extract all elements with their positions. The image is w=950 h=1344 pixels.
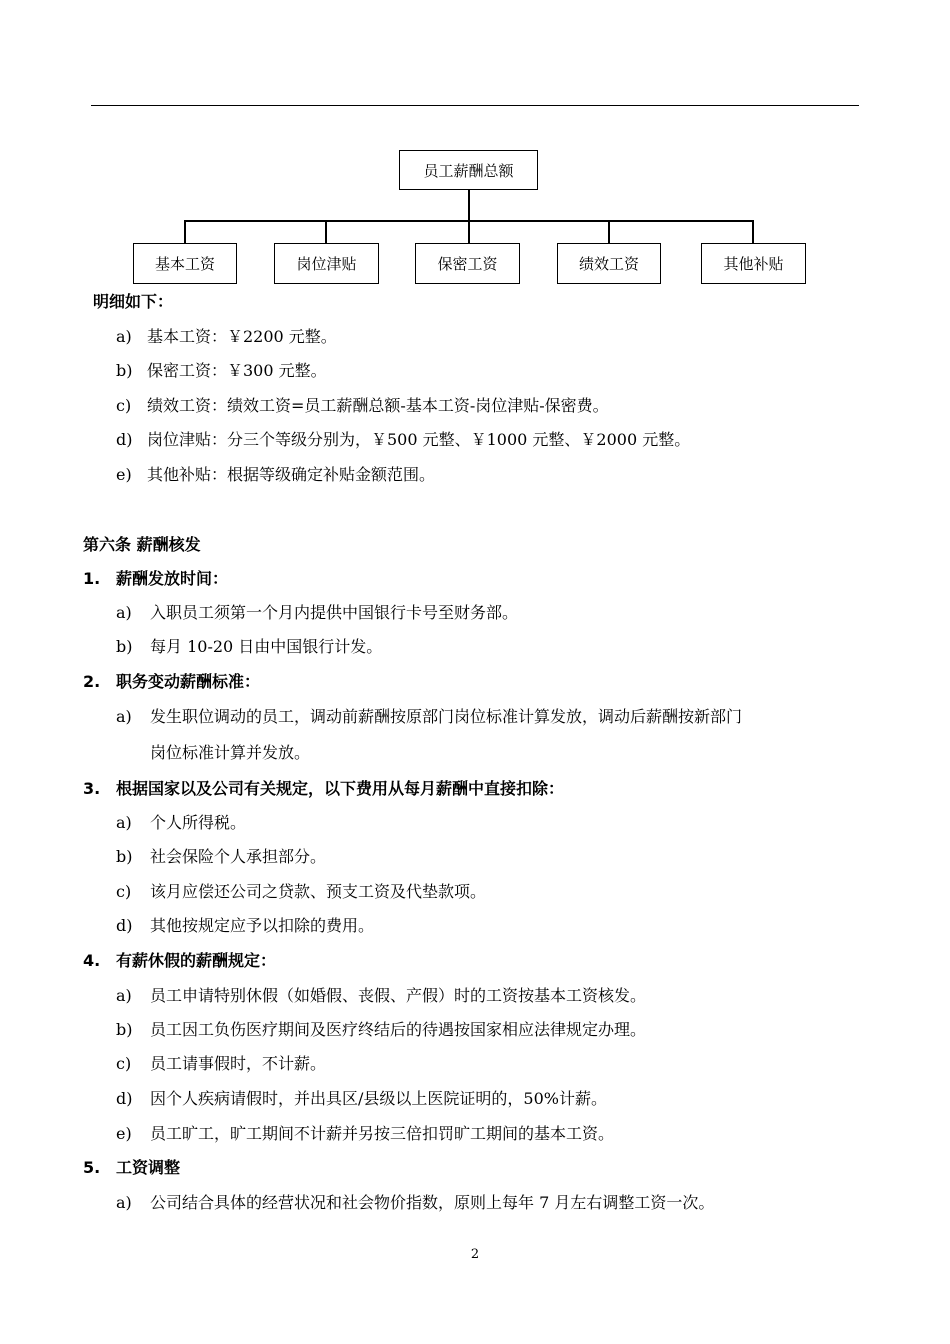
list-item: 绩效工资：绩效工资=员工薪酬总额-基本工资-岗位津贴-保密费。 — [147, 396, 609, 415]
list-marker: e) — [116, 1124, 132, 1143]
list-marker: a) — [116, 1193, 132, 1212]
list-marker: a) — [116, 327, 132, 346]
list-item: 社会保险个人承担部分。 — [150, 847, 327, 866]
list-marker: c) — [116, 396, 132, 415]
list-marker: c) — [116, 882, 132, 901]
org-box-confidential-pay: 保密工资 — [415, 243, 520, 284]
org-box-total: 员工薪酬总额 — [399, 150, 538, 190]
list-item: 员工请事假时，不计薪。 — [150, 1054, 327, 1073]
list-marker: e) — [116, 465, 132, 484]
org-box-performance-pay: 绩效工资 — [557, 243, 661, 284]
section-title: 有薪休假的薪酬规定： — [116, 951, 277, 970]
list-item-continuation: 岗位标准计算并发放。 — [150, 743, 311, 762]
org-connector-drop — [468, 220, 470, 244]
list-marker: a) — [116, 813, 132, 832]
section-number: 4. — [83, 951, 101, 970]
list-item: 该月应偿还公司之贷款、预支工资及代垫款项。 — [150, 882, 487, 901]
list-marker: c) — [116, 1054, 132, 1073]
list-item: 员工因工负伤医疗期间及医疗终结后的待遇按国家相应法律规定办理。 — [150, 1020, 647, 1039]
org-box-other-subsidy: 其他补贴 — [701, 243, 806, 284]
list-marker: b) — [116, 637, 133, 656]
list-item: 因个人疾病请假时，并出具区/县级以上医院证明的，50%计薪。 — [150, 1089, 607, 1108]
org-connector-drop — [752, 220, 754, 244]
list-marker: a) — [116, 707, 132, 726]
section-number: 1. — [83, 569, 101, 588]
section-title: 工资调整 — [116, 1158, 181, 1177]
section-title: 根据国家以及公司有关规定，以下费用从每月薪酬中直接扣除： — [116, 779, 565, 798]
list-item: 员工申请特别休假（如婚假、丧假、产假）时的工资按基本工资核发。 — [150, 986, 647, 1005]
list-marker: d) — [116, 1089, 133, 1108]
page-number: 2 — [470, 1247, 480, 1262]
org-connector-vertical — [468, 190, 470, 221]
section-number: 2. — [83, 672, 101, 691]
list-marker: d) — [116, 916, 133, 935]
list-marker: b) — [116, 847, 133, 866]
article-title: 第六条 薪酬核发 — [83, 535, 201, 554]
list-item: 公司结合具体的经营状况和社会物价指数，原则上每年 7 月左右调整工资一次。 — [150, 1193, 715, 1212]
section-title: 薪酬发放时间： — [116, 569, 229, 588]
list-marker: a) — [116, 986, 132, 1005]
list-item: 岗位津贴：分三个等级分别为，￥500 元整、￥1000 元整、￥2000 元整。 — [147, 430, 691, 449]
detail-heading: 明细如下： — [93, 292, 174, 311]
header-rule — [91, 105, 859, 106]
list-marker: a) — [116, 603, 132, 622]
section-number: 3. — [83, 779, 101, 798]
list-item: 其他按规定应予以扣除的费用。 — [150, 916, 375, 935]
org-box-position-allowance: 岗位津贴 — [274, 243, 379, 284]
list-marker: d) — [116, 430, 133, 449]
list-item: 基本工资：￥2200 元整。 — [147, 327, 337, 346]
list-marker: b) — [116, 1020, 133, 1039]
section-number: 5. — [83, 1158, 101, 1177]
list-item: 个人所得税。 — [150, 813, 247, 832]
org-box-base-salary: 基本工资 — [133, 243, 237, 284]
list-item: 保密工资：￥300 元整。 — [147, 361, 327, 380]
org-connector-drop — [325, 220, 327, 244]
section-title: 职务变动薪酬标准： — [116, 672, 261, 691]
list-item: 每月 10-20 日由中国银行计发。 — [150, 637, 383, 656]
list-marker: b) — [116, 361, 133, 380]
org-connector-drop — [184, 220, 186, 244]
list-item: 发生职位调动的员工，调动前薪酬按原部门岗位标准计算发放，调动后薪酬按新部门 — [150, 707, 743, 726]
org-connector-drop — [608, 220, 610, 244]
list-item: 入职员工须第一个月内提供中国银行卡号至财务部。 — [150, 603, 519, 622]
list-item: 其他补贴：根据等级确定补贴金额范围。 — [147, 465, 436, 484]
list-item: 员工旷工，旷工期间不计薪并另按三倍扣罚旷工期间的基本工资。 — [150, 1124, 615, 1143]
